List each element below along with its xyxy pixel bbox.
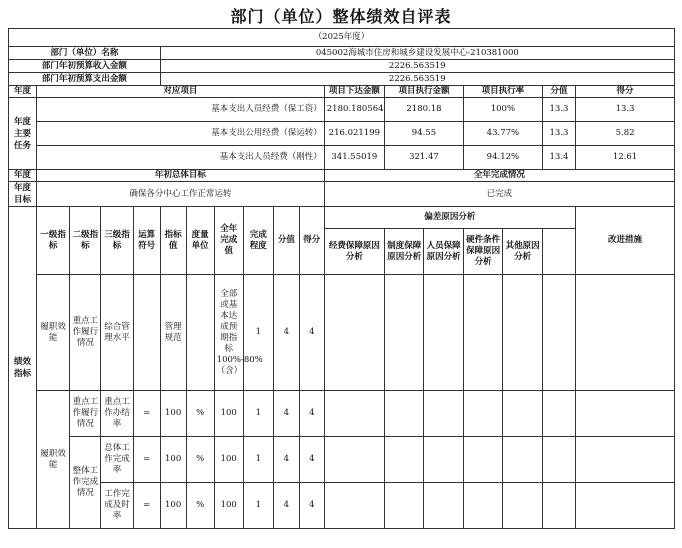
perf-target: 管理规范 — [160, 275, 186, 391]
perf-l3-header: 三级指标 — [101, 207, 133, 275]
perf-score: 4 — [299, 437, 324, 483]
econ-header: 经费保障原因分析 — [324, 229, 384, 275]
year-cell: （2025年度） — [9, 29, 675, 47]
perf-other — [503, 437, 542, 483]
perf-unit-header: 度量单位 — [186, 207, 214, 275]
perf-hardware — [463, 437, 502, 483]
task-score: 12.61 — [576, 146, 675, 170]
perf-degree: 1 — [243, 391, 273, 437]
deviation-spare-header — [542, 229, 575, 275]
completion-header: 全年完成情况 — [324, 170, 674, 182]
perf-spare — [542, 275, 575, 391]
task-score-header: 得分 — [576, 86, 675, 98]
task-budget: 2180.180564 — [324, 98, 384, 122]
income-budget-label: 部门年初预算收入金额 — [9, 60, 161, 73]
evaluation-table — [8, 28, 675, 529]
perf-other — [503, 275, 542, 391]
perf-l1: 履职效能 — [37, 391, 70, 529]
perf-l3: 综合管理水平 — [101, 275, 133, 391]
perf-l2-header: 二级指标 — [70, 207, 101, 275]
perf-unit: % — [186, 483, 214, 529]
perf-target: 100 — [160, 483, 186, 529]
perf-system — [384, 483, 423, 529]
goal-year-header: 年度 — [9, 170, 37, 182]
perf-unit — [186, 275, 214, 391]
other-header: 其他原因分析 — [503, 229, 542, 275]
perf-l1: 履职效能 — [37, 275, 70, 391]
perf-l2: 重点工作履行情况 — [70, 275, 101, 391]
perf-improve — [576, 391, 675, 437]
perf-op: = — [133, 483, 160, 529]
task-item-header: 对应项目 — [37, 86, 325, 98]
perf-l3: 总体工作完成率 — [101, 437, 133, 483]
income-budget-value: 2226.563519 — [160, 60, 674, 73]
task-score-value-header: 分值 — [542, 86, 575, 98]
perf-unit: % — [186, 391, 214, 437]
perf-l1-header: 一级指标 — [37, 207, 70, 275]
perf-spare — [542, 391, 575, 437]
goal-completion: 已完成 — [324, 182, 674, 207]
task-item: 基本支出公用经费（保运转） — [37, 122, 325, 146]
expense-budget-label: 部门年初预算支出金额 — [9, 73, 161, 86]
perf-side-label: 绩效指标 — [9, 207, 37, 529]
perf-actual: 100 — [214, 391, 243, 437]
perf-econ — [324, 275, 384, 391]
perf-actual: 100 — [214, 483, 243, 529]
perf-system — [384, 391, 423, 437]
perf-op: = — [133, 391, 160, 437]
expense-budget-value: 2226.563519 — [160, 73, 674, 86]
perf-l3: 重点工作办结率 — [101, 391, 133, 437]
perf-staff — [424, 275, 463, 391]
perf-op-header: 运算符号 — [133, 207, 160, 275]
task-exec-amount: 2180.18 — [384, 98, 463, 122]
task-score: 13.3 — [576, 98, 675, 122]
perf-degree-header: 完成程度 — [243, 207, 273, 275]
perf-score: 4 — [299, 275, 324, 391]
perf-improve — [576, 483, 675, 529]
task-budget-header: 项目下达金额 — [324, 86, 384, 98]
perf-actual-header: 全年完成值 — [214, 207, 243, 275]
perf-op: = — [133, 437, 160, 483]
perf-spare — [542, 437, 575, 483]
perf-hardware — [463, 391, 502, 437]
perf-other — [503, 483, 542, 529]
page-title: 部门（单位）整体绩效自评表 — [230, 7, 452, 26]
task-side-label: 年度主要任务 — [9, 98, 37, 170]
perf-hardware — [463, 483, 502, 529]
perf-other — [503, 391, 542, 437]
perf-improve — [576, 275, 675, 391]
perf-l2: 整体工作完成情况 — [70, 437, 101, 529]
task-exec-amount-header: 项目执行金额 — [384, 86, 463, 98]
perf-score: 4 — [299, 391, 324, 437]
perf-staff — [424, 483, 463, 529]
perf-econ — [324, 483, 384, 529]
goal-side-label: 年度目标 — [9, 182, 37, 207]
perf-hardware — [463, 275, 502, 391]
task-budget: 341.55019 — [324, 146, 384, 170]
perf-staff — [424, 437, 463, 483]
dept-name-value: 045002海城市住房和城乡建设发展中心-210381000 — [160, 47, 674, 60]
perf-score-value: 4 — [273, 483, 299, 529]
perf-econ — [324, 437, 384, 483]
goal-header: 年初总体目标 — [37, 170, 325, 182]
perf-econ — [324, 391, 384, 437]
perf-target-header: 指标值 — [160, 207, 186, 275]
task-item: 基本支出人员经费（刚性） — [37, 146, 325, 170]
perf-degree: 1 — [243, 275, 273, 391]
system-header: 制度保障原因分析 — [384, 229, 423, 275]
staff-header: 人员保障原因分析 — [424, 229, 463, 275]
perf-degree: 1 — [243, 437, 273, 483]
perf-score-value: 4 — [273, 391, 299, 437]
task-score-value: 13.3 — [542, 122, 575, 146]
perf-actual: 全部或基本达成预期指标100%-80%（含） — [214, 275, 243, 391]
task-exec-amount: 94.55 — [384, 122, 463, 146]
hardware-header: 硬件条件保障原因分析 — [463, 229, 502, 275]
task-score-value: 13.3 — [542, 98, 575, 122]
task-exec-rate: 100% — [463, 98, 542, 122]
perf-degree: 1 — [243, 483, 273, 529]
perf-staff — [424, 391, 463, 437]
dept-name-label: 部门（单位）名称 — [9, 47, 161, 60]
perf-system — [384, 437, 423, 483]
perf-system — [384, 275, 423, 391]
perf-score: 4 — [299, 483, 324, 529]
perf-target: 100 — [160, 437, 186, 483]
perf-l3: 工作完成及时率 — [101, 483, 133, 529]
perf-l2: 重点工作履行情况 — [70, 391, 101, 437]
perf-score-value: 4 — [273, 437, 299, 483]
task-item: 基本支出人员经费（保工资） — [37, 98, 325, 122]
task-exec-amount: 321.47 — [384, 146, 463, 170]
perf-actual: 100 — [214, 437, 243, 483]
perf-op — [133, 275, 160, 391]
task-exec-rate: 94.12% — [463, 146, 542, 170]
deviation-title: 偏差原因分析 — [324, 207, 575, 229]
improve-header: 改进措施 — [576, 207, 675, 275]
perf-spare — [542, 483, 575, 529]
task-score-value: 13.4 — [542, 146, 575, 170]
task-score: 5.82 — [576, 122, 675, 146]
task-budget: 216.021199 — [324, 122, 384, 146]
perf-improve — [576, 437, 675, 483]
perf-target: 100 — [160, 391, 186, 437]
perf-score-header: 得分 — [299, 207, 324, 275]
task-exec-rate-header: 项目执行率 — [463, 86, 542, 98]
perf-unit: % — [186, 437, 214, 483]
perf-score-value-header: 分值 — [273, 207, 299, 275]
task-year-header: 年度 — [9, 86, 37, 98]
perf-score-value: 4 — [273, 275, 299, 391]
goal-text: 确保各分中心工作正常运转 — [37, 182, 325, 207]
task-exec-rate: 43.77% — [463, 122, 542, 146]
